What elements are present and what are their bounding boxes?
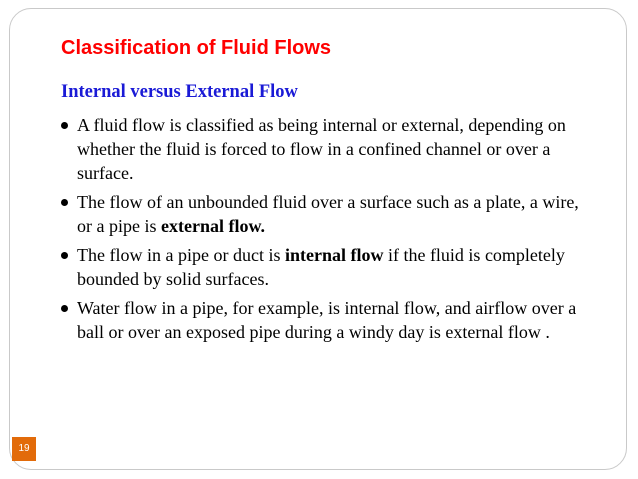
page-number: 19 (18, 443, 30, 454)
bullet-item-1 (61, 113, 581, 185)
bullet-text: The flow in a pipe or duct is (77, 245, 285, 265)
bullet-text: A fluid flow is classified as being internal or external, depending on whether the fluid is forced to flow in a confined channel or over a surface. (77, 115, 566, 183)
bullet-emphasis: internal flow (284, 245, 384, 265)
bullet-item-3 (61, 243, 581, 291)
bullet-list (61, 113, 581, 349)
bullet-dot-icon (61, 305, 68, 312)
slide-title: Classification of Fluid Flows (61, 37, 332, 59)
bullet-emphasis: external flow. (160, 216, 265, 236)
bullet-text: Water flow in a pipe, for example, is internal flow, and airflow over a ball or over an exposed pipe during a windy day is external flow . (77, 298, 577, 342)
bullet-dot-icon (61, 199, 68, 206)
bullet-dot-icon (61, 252, 68, 259)
bullet-text: The flow of an unbounded fluid over a surface such as a plate, a wire, or a pipe is (77, 192, 579, 236)
bullet-dot-icon (61, 122, 68, 129)
page-number-badge (11, 436, 37, 462)
bullet-item-2 (61, 190, 581, 238)
slide-subtitle: Internal versus External Flow (61, 82, 298, 102)
bullet-text-continued: if the fluid is completely bounded by solid surfaces. (77, 245, 565, 289)
bullet-item-4 (61, 296, 581, 344)
